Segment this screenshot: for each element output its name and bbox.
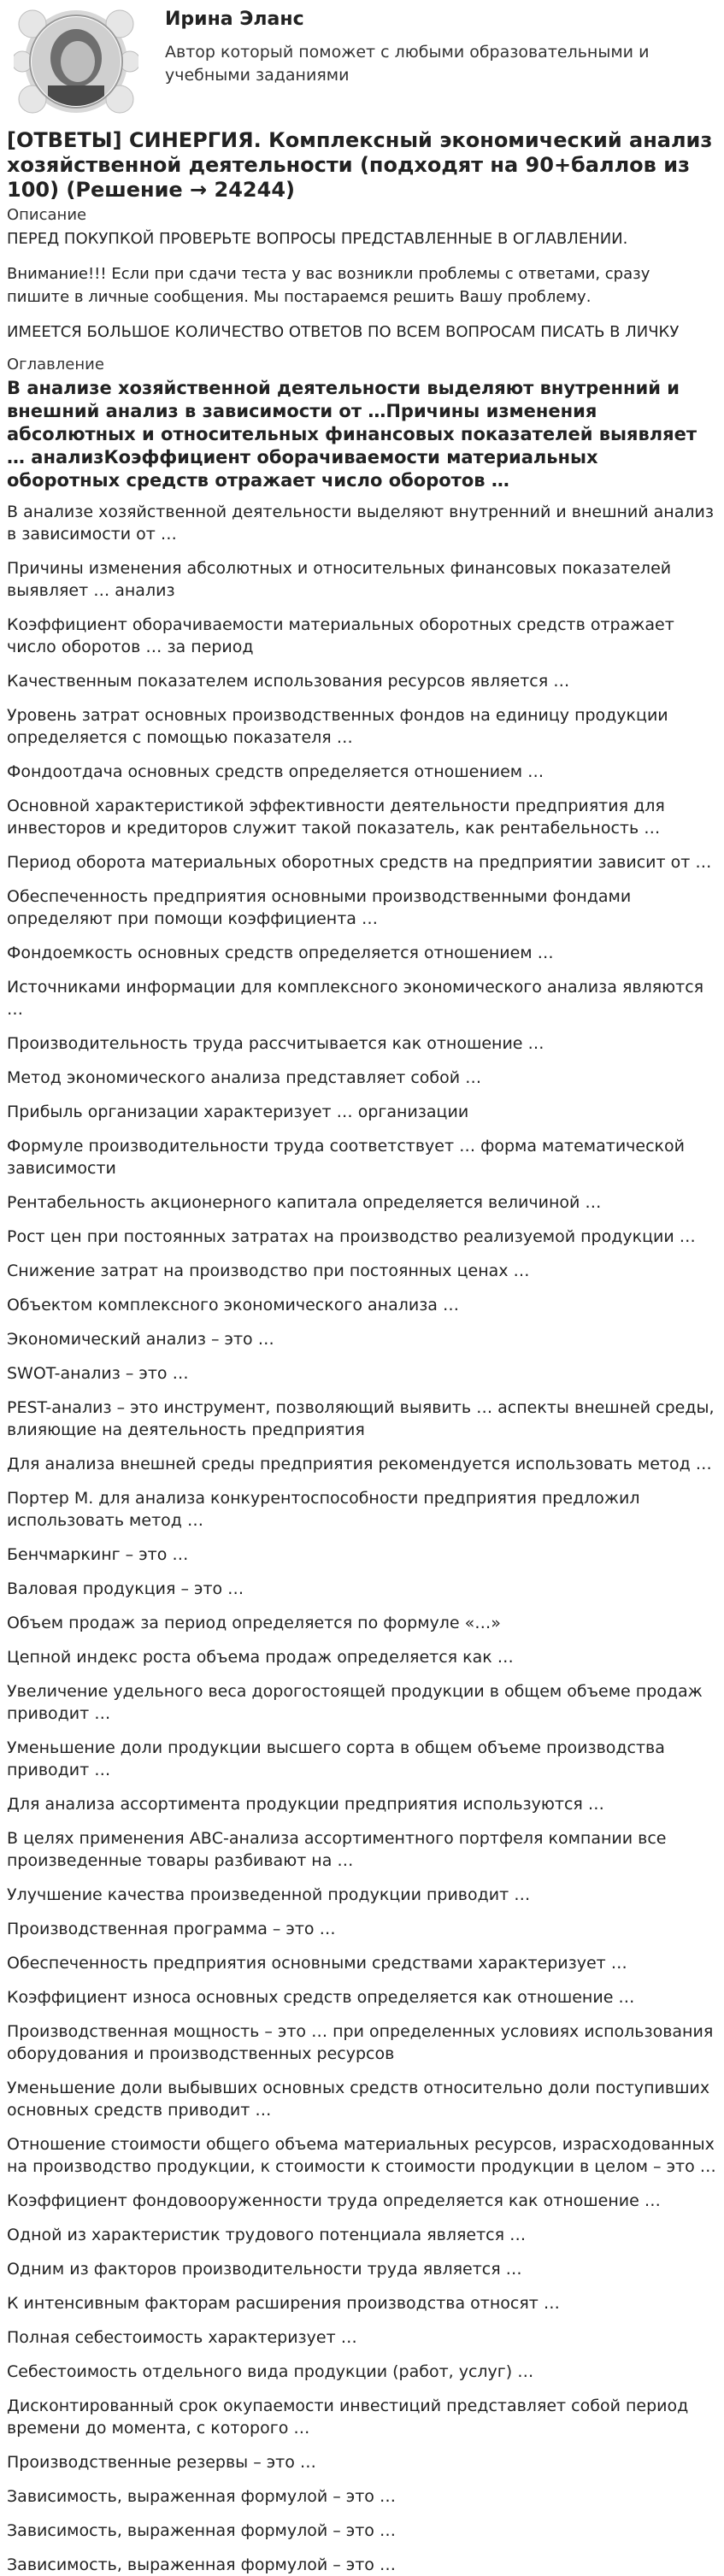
question-item: Валовая продукция – это …	[7, 1579, 244, 1598]
question-item: Коэффициент фондовооруженности труда определяется как отношение …	[7, 2191, 661, 2210]
description-paragraph: ИМЕЕТСЯ БОЛЬШОЕ КОЛИЧЕСТВО ОТВЕТОВ ПО ВСЕМ ВОПРОСАМ ПИСАТЬ В ЛИЧКУ	[7, 323, 680, 341]
toc-label: Оглавление	[7, 356, 104, 373]
question-item: Портер М. для анализа конкурентоспособности предприятия предложил использовать метод …	[7, 1489, 640, 1530]
question-item: Отношение стоимости общего объема материальных ресурсов, израсходованных на производство продукции, к стоимости к стоимости продукции в целом – это …	[7, 2135, 716, 2176]
question-item: Обеспеченность предприятия основными средствами характеризует …	[7, 1954, 627, 1973]
toc-heading: В анализе хозяйственной деятельности выделяют внутренний и внешний анализ в зависимости от …Причины изменения абсолютных и относительных финансовых показателей выявляет … анализКоэффициент оборачиваемости материальных оборотных средств отражает число оборотов …	[7, 378, 698, 491]
author-block	[7, 0, 717, 128]
question-item: Зависимость, выраженная формулой – это …	[7, 2521, 396, 2540]
question-item: Фондоемкость основных средств определяется отношением …	[7, 944, 554, 962]
question-item: Основной характеристикой эффективности деятельности предприятия для инвесторов и кредиторов служит такой показатель, как рентабельность …	[7, 797, 665, 838]
question-item: Дисконтированный срок окупаемости инвестиций представляет собой период времени до момента, с которого …	[7, 2397, 689, 2438]
question-item: Уровень затрат основных производственных фондов на единицу продукции определяется с помощью показателя …	[7, 706, 668, 747]
question-item: Качественным показателем использования ресурсов является …	[7, 672, 570, 691]
author-description: Автор который поможет с любыми образовательными и учебными заданиями	[165, 43, 650, 85]
question-item: Снижение затрат на производство при постоянных ценах …	[7, 1262, 530, 1280]
question-item: Экономический анализ – это …	[7, 1330, 274, 1349]
question-item: SWOT-анализ – это …	[7, 1364, 189, 1383]
question-item: Период оборота материальных оборотных средств на предприятии зависит от …	[7, 853, 712, 872]
question-item: Рост цен при постоянных затратах на производство реализуемой продукции …	[7, 1227, 696, 1246]
question-item: В целях применения АВС-анализа ассортиментного портфеля компании все произведенные товары разбивают на …	[7, 1829, 667, 1870]
question-item: К интенсивным факторам расширения производства относят …	[7, 2294, 560, 2313]
question-item: Уменьшение доли выбывших основных средств относительно доли поступивших основных средств приводит …	[7, 2079, 710, 2120]
question-item: Коэффициент износа основных средств определяется как отношение …	[7, 1988, 635, 2007]
question-item: Зависимость, выраженная формулой – это …	[7, 2555, 396, 2574]
question-item: Источниками информации для комплексного экономического анализа являются …	[7, 978, 704, 1019]
page-title: [ОТВЕТЫ] СИНЕРГИЯ. Комплексный экономический анализ хозяйственной деятельности (подходят на 90+баллов из 100) (Решение → 24244)	[7, 128, 713, 202]
question-item: Зависимость, выраженная формулой – это …	[7, 2487, 396, 2506]
question-item: Одним из факторов производительности труда является …	[7, 2260, 522, 2279]
question-item: Уменьшение доли продукции высшего сорта в общем объеме производства приводит …	[7, 1738, 665, 1779]
question-item: Обеспеченность предприятия основными производственными фондами определяют при помощи коэффициента …	[7, 887, 632, 928]
question-item: Формуле производительности труда соответствует … форма математической зависимости	[7, 1137, 685, 1178]
question-item: Для анализа внешней среды предприятия рекомендуется использовать метод …	[7, 1455, 712, 1473]
question-item: Метод экономического анализа представляет собой …	[7, 1068, 482, 1087]
question-item: Производительность труда рассчитывается как отношение …	[7, 1034, 544, 1053]
question-item: Полная себестоимость характеризует …	[7, 2328, 357, 2347]
description-paragraph: Внимание!!! Если при сдачи теста у вас возникли проблемы с ответами, сразу пишите в личные сообщения. Мы постараемся решить Вашу проблему.	[7, 265, 650, 306]
question-item: Рентабельность акционерного капитала определяется величиной …	[7, 1193, 602, 1212]
question-item: Бенчмаркинг – это …	[7, 1545, 189, 1564]
question-item: Производственная мощность – это … при определенных условиях использования оборудования и производственных ресурсов	[7, 2022, 714, 2063]
question-item: Для анализа ассортимента продукции предприятия используются …	[7, 1795, 604, 1814]
question-list	[7, 501, 717, 2576]
question-item: Объем продаж за период определяется по формуле «…»	[7, 1614, 501, 1632]
question-item: Коэффициент оборачиваемости материальных оборотных средств отражает число оборотов … за период	[7, 615, 674, 656]
question-item: Объектом комплексного экономического анализа …	[7, 1296, 459, 1314]
question-item: Цепной индекс роста объема продаж определяется как …	[7, 1648, 514, 1667]
description-paragraph: ПЕРЕД ПОКУПКОЙ ПРОВЕРЬТЕ ВОПРОСЫ ПРЕДСТАВЛЕННЫЕ В ОГЛАВЛЕНИИ.	[7, 230, 628, 248]
question-item: Прибыль организации характеризует … организации	[7, 1103, 469, 1121]
question-item: Производственные резервы – это …	[7, 2453, 316, 2472]
question-item: Увеличение удельного веса дорогостоящей продукции в общем объеме продаж приводит …	[7, 1682, 703, 1723]
question-item: PEST-анализ – это инструмент, позволяющий выявить … аспекты внешней среды, влияющие на деятельность предприятия	[7, 1398, 715, 1439]
question-item: Причины изменения абсолютных и относительных финансовых показателей выявляет … анализ	[7, 559, 672, 600]
author-name[interactable]: Ирина Эланс	[165, 9, 304, 30]
question-item: Производственная программа – это …	[7, 1920, 336, 1938]
question-item: Фондоотдача основных средств определяется отношением …	[7, 762, 544, 781]
description-label: Описание	[7, 206, 87, 224]
question-item: В анализе хозяйственной деятельности выделяют внутренний и внешний анализ в зависимости от …	[7, 503, 714, 544]
question-item: Улучшение качества произведенной продукции приводит …	[7, 1885, 531, 1904]
question-item: Себестоимость отдельного вида продукции (работ, услуг) …	[7, 2362, 534, 2381]
question-item: Одной из характеристик трудового потенциала является …	[7, 2226, 527, 2244]
author-avatar[interactable]	[14, 7, 138, 116]
